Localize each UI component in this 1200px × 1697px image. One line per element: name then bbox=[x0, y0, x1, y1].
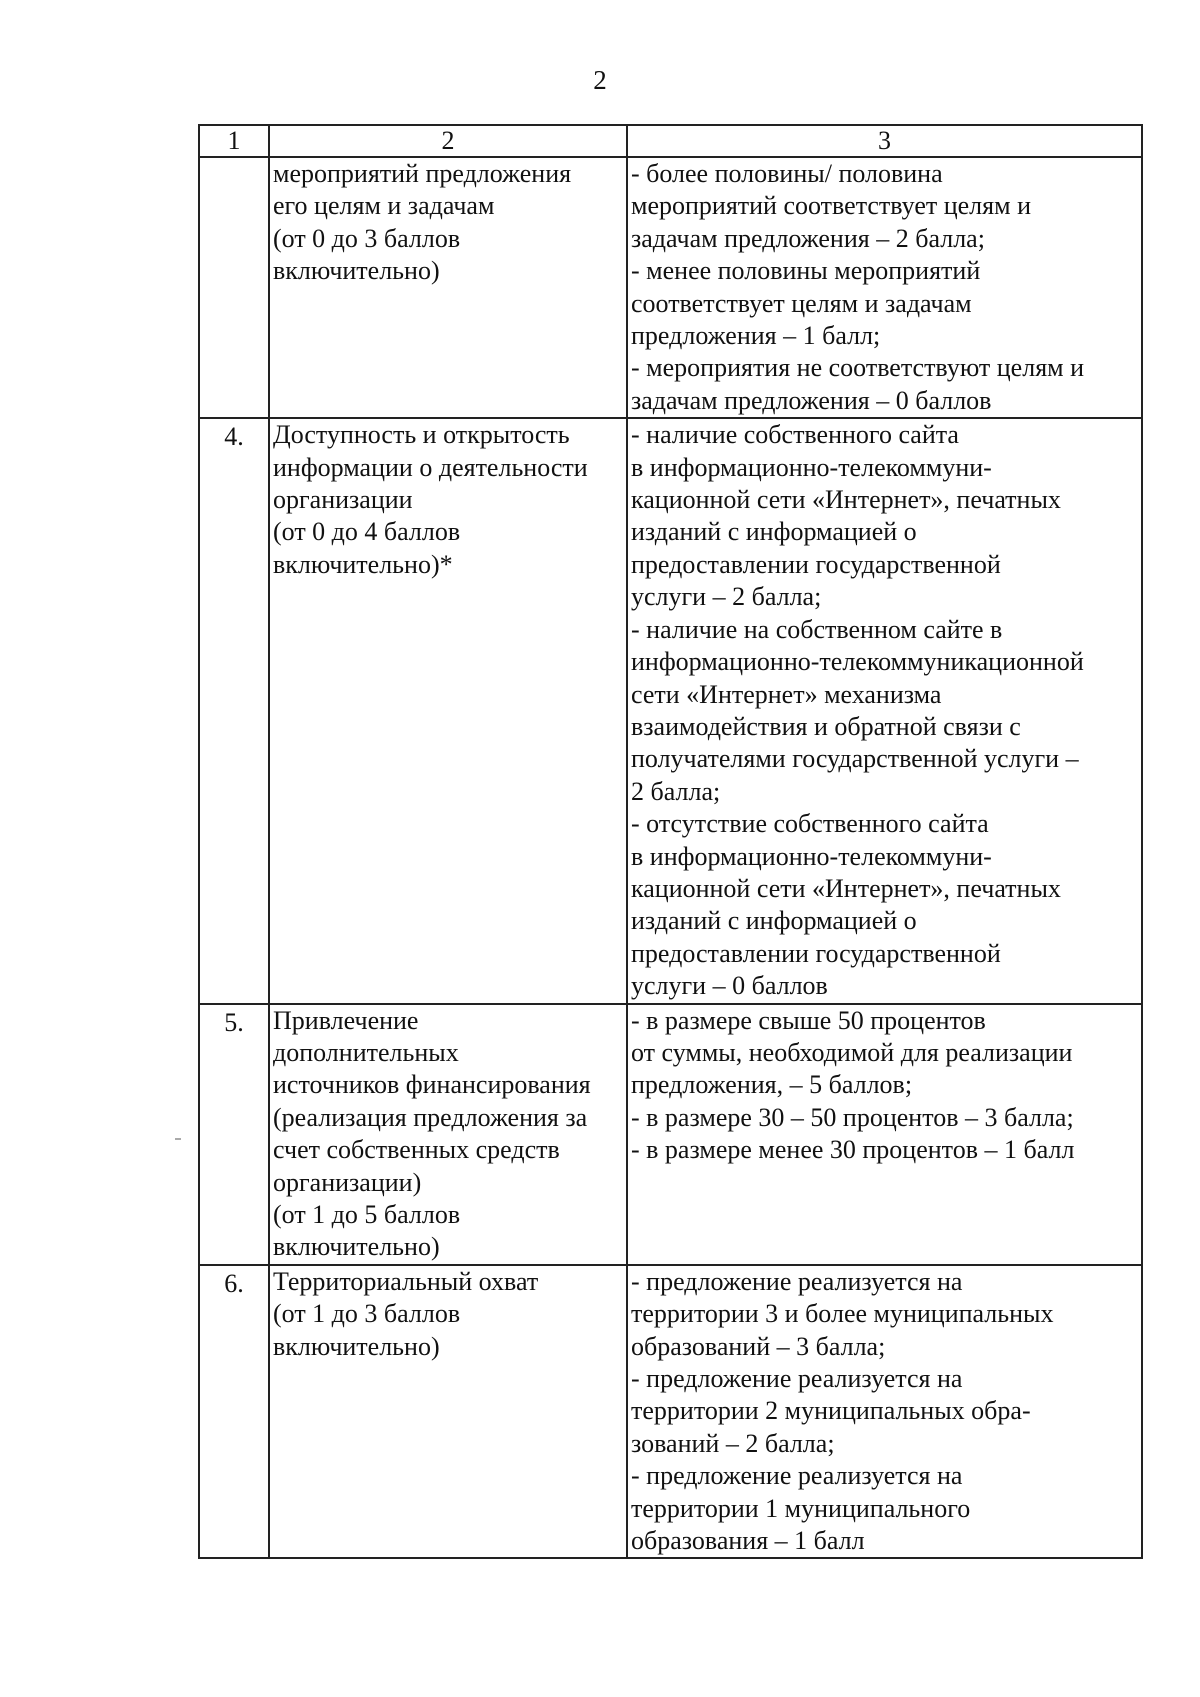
header-cell-3: 3 bbox=[627, 125, 1142, 157]
scoring-cell bbox=[627, 418, 1142, 1003]
scoring-line: мероприятий соответствует целям и bbox=[631, 191, 1031, 221]
criterion-line: дополнительных bbox=[273, 1037, 459, 1067]
scoring-line: взаимодействия и обратной связи с bbox=[631, 711, 1021, 741]
table-row bbox=[199, 1265, 1142, 1559]
scoring-line: - в размере менее 30 процентов – 1 балл bbox=[631, 1135, 1075, 1165]
scoring-cell bbox=[627, 157, 1142, 418]
row-number: 6. bbox=[199, 1265, 269, 1559]
scoring-line: - наличие собственного сайта bbox=[631, 420, 959, 450]
scoring-line: - мероприятия не соответствуют целям и bbox=[631, 353, 1085, 383]
scoring-line: задачам предложения – 2 балла; bbox=[631, 223, 985, 253]
criterion-line: (от 0 до 3 баллов bbox=[273, 223, 461, 253]
scoring-line: кационной сети «Интернет», печатных bbox=[631, 485, 1061, 515]
scoring-line: - более половины/ половина bbox=[631, 159, 943, 188]
criterion-line: Доступность и открытость bbox=[273, 420, 570, 450]
scoring-line: изданий с информацией о bbox=[631, 517, 917, 547]
scoring-line: от суммы, необходимой для реализации bbox=[631, 1037, 1073, 1067]
table-body bbox=[199, 157, 1142, 1558]
scoring-line: предложения – 1 балл; bbox=[631, 321, 881, 351]
criterion-line: включительно) bbox=[273, 256, 440, 286]
scoring-line: - предложение реализуется на bbox=[631, 1266, 963, 1296]
criterion-line: (от 1 до 3 баллов bbox=[273, 1299, 461, 1329]
criteria-table bbox=[198, 124, 1143, 1559]
scoring-line: в информационно-телекоммуни- bbox=[631, 841, 992, 871]
scoring-line: образования – 1 балл bbox=[631, 1526, 865, 1556]
scoring-line: - отсутствие собственного сайта bbox=[631, 809, 989, 839]
scoring-line: предложения, – 5 баллов; bbox=[631, 1070, 913, 1100]
criterion-cell bbox=[269, 418, 627, 1003]
table-header-row bbox=[199, 125, 1142, 157]
criterion-cell bbox=[269, 1265, 627, 1559]
header-cell-2: 2 bbox=[269, 125, 627, 157]
scoring-line: услуги – 0 баллов bbox=[631, 971, 828, 1001]
criterion-line: источников финансирования bbox=[273, 1070, 591, 1100]
scoring-line: - предложение реализуется на bbox=[631, 1364, 963, 1394]
scoring-line: территории 1 муниципального bbox=[631, 1493, 971, 1523]
scoring-line: - менее половины мероприятий bbox=[631, 256, 981, 286]
scoring-line: - в размере свыше 50 процентов bbox=[631, 1005, 986, 1035]
row-number bbox=[199, 157, 269, 418]
scoring-line: - предложение реализуется на bbox=[631, 1461, 963, 1491]
scoring-line: кационной сети «Интернет», печатных bbox=[631, 873, 1061, 903]
scoring-line: зований – 2 балла; bbox=[631, 1428, 835, 1458]
scoring-line: предоставлении государственной bbox=[631, 549, 1001, 579]
scoring-line: получателями государственной услуги – bbox=[631, 744, 1079, 774]
row-number: 4. bbox=[199, 418, 269, 1003]
table-row bbox=[199, 1004, 1142, 1265]
criterion-line: Территориальный охват bbox=[273, 1266, 539, 1296]
criterion-line: включительно) bbox=[273, 1232, 440, 1262]
scoring-line: сети «Интернет» механизма bbox=[631, 679, 942, 709]
scoring-line: соответствует целям и задачам bbox=[631, 288, 972, 318]
criterion-line: (реализация предложения за bbox=[273, 1102, 588, 1132]
scoring-line: образований – 3 балла; bbox=[631, 1331, 886, 1361]
scoring-line: - в размере 30 – 50 процентов – 3 балла; bbox=[631, 1102, 1074, 1132]
criterion-line: (от 0 до 4 баллов bbox=[273, 517, 461, 547]
page-number: 2 bbox=[593, 65, 607, 95]
table-row bbox=[199, 418, 1142, 1003]
criterion-line: организации) bbox=[273, 1167, 422, 1197]
scoring-line: задачам предложения – 0 баллов bbox=[631, 385, 992, 415]
criterion-cell bbox=[269, 1004, 627, 1265]
scoring-line: 2 балла; bbox=[631, 776, 721, 806]
header-cell-1: 1 bbox=[199, 125, 269, 157]
scoring-line: - наличие на собственном сайте в bbox=[631, 614, 1003, 644]
scoring-line: информационно-телекоммуникационной bbox=[631, 647, 1084, 677]
scan-mark bbox=[175, 1138, 181, 1140]
table-row bbox=[199, 157, 1142, 418]
criterion-cell bbox=[269, 157, 627, 418]
scoring-line: предоставлении государственной bbox=[631, 938, 1001, 968]
scoring-line: территории 2 муниципальных обра- bbox=[631, 1396, 1031, 1426]
criterion-line: (от 1 до 5 баллов bbox=[273, 1200, 461, 1229]
scoring-cell bbox=[627, 1265, 1142, 1559]
criterion-line: информации о деятельности bbox=[273, 452, 588, 482]
criterion-line: включительно)* bbox=[273, 549, 453, 579]
criterion-line: организации bbox=[273, 485, 413, 515]
criterion-line: включительно) bbox=[273, 1331, 440, 1361]
criterion-line: его целям и задачам bbox=[273, 191, 495, 221]
scoring-line: изданий с информацией о bbox=[631, 906, 917, 936]
criterion-line: мероприятий предложения bbox=[273, 159, 572, 188]
row-number: 5. bbox=[199, 1004, 269, 1265]
scoring-line: территории 3 и более муниципальных bbox=[631, 1299, 1054, 1329]
scoring-line: в информационно-телекоммуни- bbox=[631, 452, 992, 482]
scoring-line: услуги – 2 балла; bbox=[631, 582, 822, 612]
criterion-line: Привлечение bbox=[273, 1005, 419, 1035]
scoring-cell bbox=[627, 1004, 1142, 1265]
criterion-line: счет собственных средств bbox=[273, 1135, 560, 1165]
